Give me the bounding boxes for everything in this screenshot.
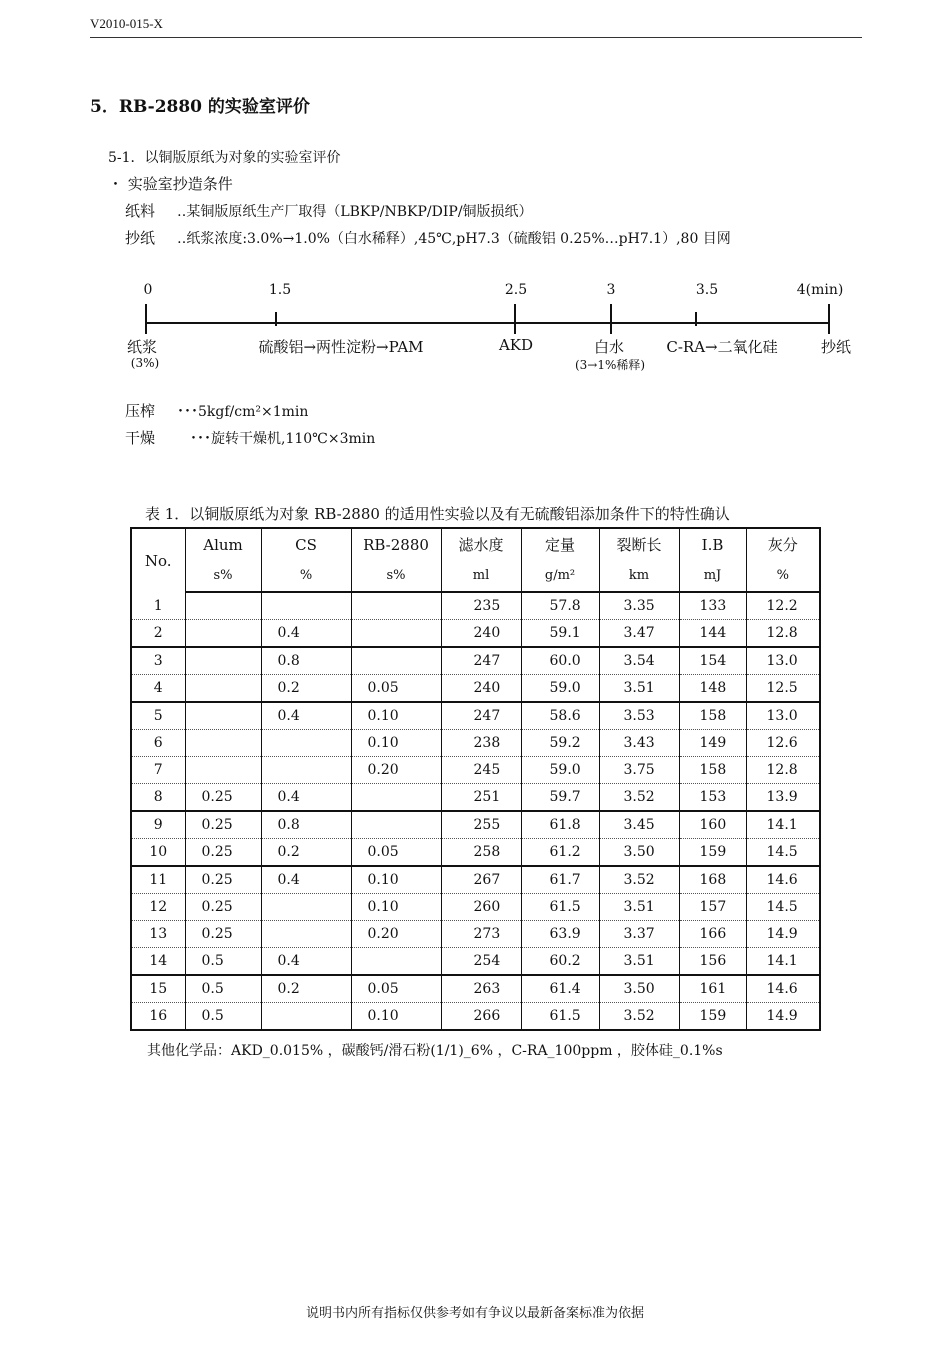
table-cell: 61.4 xyxy=(521,975,599,1003)
table-cell: 61.8 xyxy=(521,811,599,839)
table-cell: 266 xyxy=(441,1003,521,1031)
table-cell: 3.45 xyxy=(599,811,679,839)
table-cell: 154 xyxy=(679,647,746,675)
table-cell xyxy=(351,647,441,675)
table-cell: 0.10 xyxy=(351,894,441,921)
papermaking-value: ‥纸浆浓度:3.0%→1.0%（白水稀释）,45℃,pH7.3（硫酸铝 0.25%…pH7.1）,80 目网 xyxy=(177,231,731,247)
table-cell: 12.6 xyxy=(746,730,820,757)
section-title: 5．RB-2880 的实验室评价 xyxy=(90,97,310,117)
table-cell: 0.25 xyxy=(185,839,261,867)
table-caption: 表 1．以铜版原纸为对象 RB-2880 的适用性实验以及有无硫酸铝添加条件下的特性确认 xyxy=(145,505,730,523)
table-cell: 14.5 xyxy=(746,839,820,867)
table-cell: 235 xyxy=(441,592,521,620)
table-cell: 0.25 xyxy=(185,921,261,948)
table-cell: 59.7 xyxy=(521,784,599,812)
table-cell: 251 xyxy=(441,784,521,812)
table-row xyxy=(131,894,820,921)
table-cell: 0.25 xyxy=(185,811,261,839)
table-cell: 0.25 xyxy=(185,784,261,812)
table-cell: 9 xyxy=(131,811,185,839)
column-unit: s% xyxy=(185,560,261,592)
table-cell: 159 xyxy=(679,1003,746,1031)
table-cell: 1 xyxy=(131,592,185,620)
table-cell: 3.52 xyxy=(599,866,679,894)
table-row xyxy=(131,592,820,620)
tick-1-5 xyxy=(275,312,277,326)
column-unit: % xyxy=(261,560,351,592)
table-cell: 3.75 xyxy=(599,757,679,784)
table-cell xyxy=(185,702,261,730)
table-cell: 0.20 xyxy=(351,921,441,948)
press-label: 压榨 xyxy=(125,402,156,420)
event-chemicals: 硫酸铝→两性淀粉→PAM xyxy=(258,338,424,356)
column-header: 滤水度 xyxy=(441,528,521,560)
papermaking-label: 抄纸 xyxy=(125,229,156,247)
table-cell: 6 xyxy=(131,730,185,757)
table-cell: 12 xyxy=(131,894,185,921)
event-pulp: 纸浆 xyxy=(126,338,158,356)
table-header-row xyxy=(131,528,820,560)
table-cell: 13 xyxy=(131,921,185,948)
table-row xyxy=(131,620,820,648)
table-cell: 63.9 xyxy=(521,921,599,948)
column-unit: % xyxy=(746,560,820,592)
table-row xyxy=(131,975,820,1003)
column-unit: g/m² xyxy=(521,560,599,592)
table-cell: 3.50 xyxy=(599,839,679,867)
table-cell: 0.8 xyxy=(261,811,351,839)
column-unit: s% xyxy=(351,560,441,592)
table-cell: 0.4 xyxy=(261,702,351,730)
table-cell: 153 xyxy=(679,784,746,812)
table-cell: 3.43 xyxy=(599,730,679,757)
table-cell: 0.25 xyxy=(185,866,261,894)
tick-2-5 xyxy=(514,304,516,334)
table-cell: 0.10 xyxy=(351,730,441,757)
table-cell: 245 xyxy=(441,757,521,784)
table-cell: 0.5 xyxy=(185,948,261,976)
table-cell: 3.52 xyxy=(599,1003,679,1031)
table-cell: 254 xyxy=(441,948,521,976)
table-cell: 166 xyxy=(679,921,746,948)
column-unit: mJ xyxy=(679,560,746,592)
table-cell: 14.1 xyxy=(746,948,820,976)
column-header: No. xyxy=(131,528,185,592)
table-cell: 0.4 xyxy=(261,866,351,894)
table-row xyxy=(131,811,820,839)
table-cell: 3.51 xyxy=(599,948,679,976)
tick-0 xyxy=(145,304,147,334)
table-cell: 8 xyxy=(131,784,185,812)
table-cell xyxy=(185,757,261,784)
table-cell: 247 xyxy=(441,702,521,730)
table-cell: 148 xyxy=(679,675,746,703)
table-cell: 3 xyxy=(131,647,185,675)
column-header: 定量 xyxy=(521,528,599,560)
table-cell: 14.9 xyxy=(746,921,820,948)
table-cell: 14 xyxy=(131,948,185,976)
column-header: Alum xyxy=(185,528,261,560)
tick-3 xyxy=(610,304,612,334)
table-cell xyxy=(261,757,351,784)
table-cell: 149 xyxy=(679,730,746,757)
table-cell: 161 xyxy=(679,975,746,1003)
table-cell: 11 xyxy=(131,866,185,894)
table-cell: 59.1 xyxy=(521,620,599,648)
table-cell xyxy=(185,647,261,675)
table-cell: 144 xyxy=(679,620,746,648)
table-cell: 12.8 xyxy=(746,620,820,648)
table-cell: 0.8 xyxy=(261,647,351,675)
column-unit: ml xyxy=(441,560,521,592)
table-cell: 267 xyxy=(441,866,521,894)
table-cell: 168 xyxy=(679,866,746,894)
table-cell: 3.52 xyxy=(599,784,679,812)
table-cell: 0.20 xyxy=(351,757,441,784)
sub-section-title: 5-1．以铜版原纸为对象的实验室评价 xyxy=(108,150,341,166)
table-cell: 0.25 xyxy=(185,894,261,921)
table-cell: 13.9 xyxy=(746,784,820,812)
table-cell: 59.0 xyxy=(521,675,599,703)
tick-3-5 xyxy=(695,312,697,326)
table-cell: 7 xyxy=(131,757,185,784)
table-cell: 14.5 xyxy=(746,894,820,921)
table-cell: 0.2 xyxy=(261,675,351,703)
table-cell: 0.05 xyxy=(351,839,441,867)
table-cell: 59.0 xyxy=(521,757,599,784)
table-row xyxy=(131,839,820,867)
table-cell: 240 xyxy=(441,620,521,648)
table-cell xyxy=(351,811,441,839)
table-cell: 0.10 xyxy=(351,702,441,730)
drying-value: ･･･旋转干燥机,110℃×3min xyxy=(190,431,376,447)
table-row xyxy=(131,757,820,784)
table-cell: 61.7 xyxy=(521,866,599,894)
press-value: ･･･5kgf/cm²×1min xyxy=(177,404,309,420)
table-cell xyxy=(185,620,261,648)
event-white-water: 白水 xyxy=(593,338,625,356)
table-cell: 59.2 xyxy=(521,730,599,757)
table-row xyxy=(131,702,820,730)
table-cell: 258 xyxy=(441,839,521,867)
table-cell: 13.0 xyxy=(746,647,820,675)
process-timeline xyxy=(115,280,855,375)
conditions-heading: ・ 实验室抄造条件 xyxy=(108,175,233,193)
table-cell: 0.2 xyxy=(261,839,351,867)
event-white-water-note: (3→1%稀释) xyxy=(574,358,646,372)
table-cell: 238 xyxy=(441,730,521,757)
table-cell: 159 xyxy=(679,839,746,867)
drying-label: 干燥 xyxy=(125,429,156,447)
table-units-row xyxy=(131,560,820,592)
table-cell: 3.47 xyxy=(599,620,679,648)
table-cell: 133 xyxy=(679,592,746,620)
table-cell: 60.0 xyxy=(521,647,599,675)
table-cell: 12.2 xyxy=(746,592,820,620)
table-cell xyxy=(261,1003,351,1031)
tick-4 xyxy=(828,304,830,334)
time-label: 3 xyxy=(606,282,616,298)
time-label: 1.5 xyxy=(268,282,292,298)
table-cell: 14.6 xyxy=(746,975,820,1003)
pulp-label: 纸料 xyxy=(125,202,156,220)
table-cell: 61.5 xyxy=(521,894,599,921)
page-footer: 说明书内所有指标仅供参考如有争议以最新备案标准为依据 xyxy=(305,1306,644,1321)
table-cell: 0.2 xyxy=(261,975,351,1003)
time-label: 2.5 xyxy=(504,282,528,298)
pulp-value: ‥某铜版原纸生产厂取得（LBKP/NBKP/DIP/铜版损纸） xyxy=(177,204,533,220)
table-note: 其他化学品：AKD_0.015% ，碳酸钙/滑石粉(1/1)_6% ，C-RA_100ppm ，胶体硅_0.1%s xyxy=(147,1043,723,1059)
column-header: 裂断长 xyxy=(599,528,679,560)
table-cell: 61.5 xyxy=(521,1003,599,1031)
table-cell: 158 xyxy=(679,757,746,784)
time-label: 3.5 xyxy=(695,282,719,298)
table-cell: 3.37 xyxy=(599,921,679,948)
table-cell: 0.10 xyxy=(351,866,441,894)
table-cell: 3.50 xyxy=(599,975,679,1003)
timeline-axis xyxy=(146,322,829,324)
table-cell: 160 xyxy=(679,811,746,839)
table-cell xyxy=(185,730,261,757)
table-cell: 61.2 xyxy=(521,839,599,867)
time-label: 4(min) xyxy=(796,282,844,298)
table-cell xyxy=(261,592,351,620)
table-cell: 60.2 xyxy=(521,948,599,976)
table-cell: 5 xyxy=(131,702,185,730)
header-divider xyxy=(90,37,862,38)
table-cell xyxy=(351,620,441,648)
table-cell: 3.51 xyxy=(599,675,679,703)
table-cell: 0.4 xyxy=(261,784,351,812)
time-label: 0 xyxy=(143,282,153,298)
event-cra-silica: C-RA→二氧化硅 xyxy=(666,338,778,356)
column-header: 灰分 xyxy=(746,528,820,560)
column-header: I.B xyxy=(679,528,746,560)
column-header: RB-2880 xyxy=(351,528,441,560)
table-cell xyxy=(185,675,261,703)
table-cell: 156 xyxy=(679,948,746,976)
table-cell: 3.51 xyxy=(599,894,679,921)
event-akd: AKD xyxy=(498,336,534,354)
table-cell: 158 xyxy=(679,702,746,730)
event-pulp-note: (3%) xyxy=(130,356,160,370)
table-row xyxy=(131,948,820,976)
table-cell: 0.10 xyxy=(351,1003,441,1031)
table-cell: 57.8 xyxy=(521,592,599,620)
table-cell: 260 xyxy=(441,894,521,921)
column-header: CS xyxy=(261,528,351,560)
table-row xyxy=(131,730,820,757)
table-cell: 12.8 xyxy=(746,757,820,784)
table-cell xyxy=(261,730,351,757)
table-row xyxy=(131,647,820,675)
event-sheet-forming: 抄纸 xyxy=(820,338,852,356)
table-cell: 14.9 xyxy=(746,1003,820,1031)
table-cell: 263 xyxy=(441,975,521,1003)
table-cell: 240 xyxy=(441,675,521,703)
table-cell xyxy=(261,921,351,948)
table-cell: 3.35 xyxy=(599,592,679,620)
table-cell: 14.1 xyxy=(746,811,820,839)
table-cell: 247 xyxy=(441,647,521,675)
table-row xyxy=(131,866,820,894)
table-cell: 14.6 xyxy=(746,866,820,894)
table-cell xyxy=(351,948,441,976)
table-row xyxy=(131,784,820,812)
table-cell: 273 xyxy=(441,921,521,948)
document-id: V2010-015-X xyxy=(90,16,163,31)
table-cell xyxy=(261,894,351,921)
table-cell: 2 xyxy=(131,620,185,648)
results-table xyxy=(130,527,821,1031)
table-cell: 0.05 xyxy=(351,975,441,1003)
table-row xyxy=(131,1003,820,1031)
table-cell: 3.53 xyxy=(599,702,679,730)
table-cell: 13.0 xyxy=(746,702,820,730)
table-cell xyxy=(185,592,261,620)
table-cell: 0.5 xyxy=(185,1003,261,1031)
table-cell xyxy=(351,592,441,620)
table-cell: 15 xyxy=(131,975,185,1003)
table-cell: 16 xyxy=(131,1003,185,1031)
table-cell: 10 xyxy=(131,839,185,867)
table-cell: 255 xyxy=(441,811,521,839)
table-cell: 157 xyxy=(679,894,746,921)
table-cell: 0.5 xyxy=(185,975,261,1003)
table-cell xyxy=(351,784,441,812)
table-row xyxy=(131,675,820,703)
table-cell: 12.5 xyxy=(746,675,820,703)
table-cell: 0.4 xyxy=(261,620,351,648)
table-cell: 3.54 xyxy=(599,647,679,675)
table-cell: 58.6 xyxy=(521,702,599,730)
table-cell: 0.05 xyxy=(351,675,441,703)
table-row xyxy=(131,921,820,948)
table-cell: 4 xyxy=(131,675,185,703)
column-unit: km xyxy=(599,560,679,592)
table-cell: 0.4 xyxy=(261,948,351,976)
